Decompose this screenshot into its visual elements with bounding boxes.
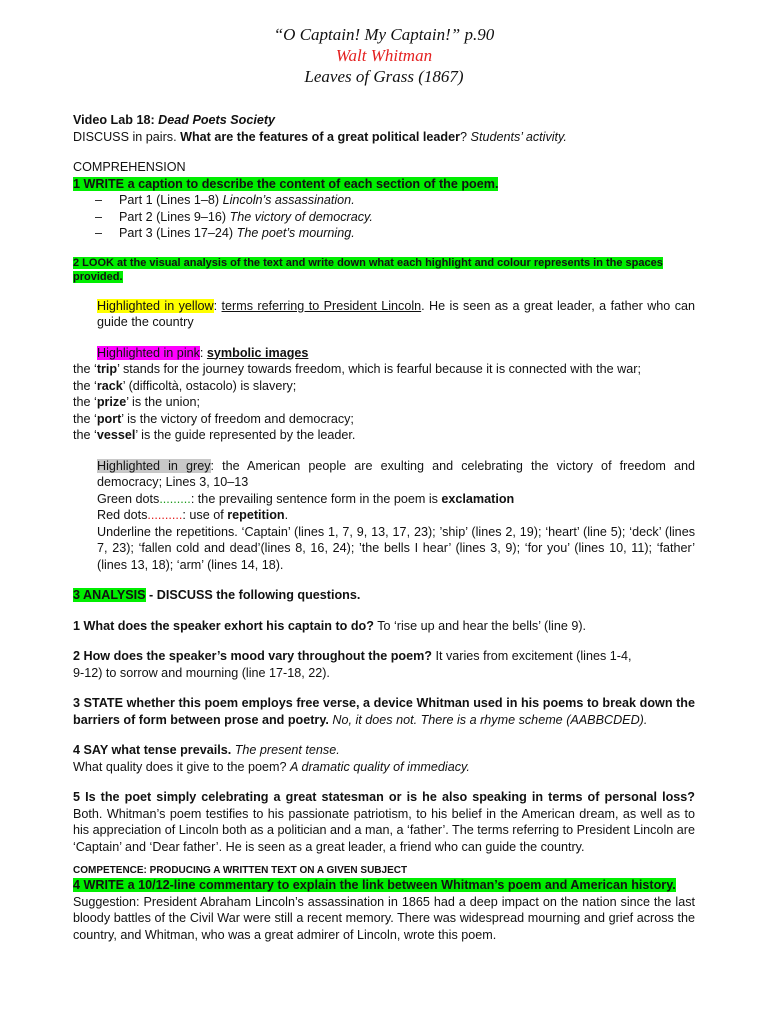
poet-name: Walt Whitman (335, 46, 433, 65)
task2-line (73, 256, 695, 284)
analysis-heading (73, 587, 695, 604)
yellow-label: Highlighted in yellow (97, 298, 214, 313)
task1-line (73, 176, 695, 193)
title-block (73, 24, 695, 87)
green-dots-line: Green dots.........: the prevailing sentence form in the poem is exclamation (97, 491, 515, 506)
symbolic-image-item: the ‘rack’ (difficoltà, ostacolo) is slavery; (73, 378, 297, 393)
pink-label: Highlighted in pink (97, 345, 200, 360)
activity-note: Students’ activity. (470, 129, 567, 144)
book-title: Leaves of Grass (1867) (304, 67, 464, 86)
poem-title: “O Captain! My Captain!” p.90 (273, 25, 495, 44)
analysis-heading-rest: - DISCUSS the following questions. (145, 588, 361, 602)
task2-instruction: 2 LOOK at the visual analysis of the text and write down what each highlight and colour represents in the spaces provided. (73, 256, 663, 283)
analysis-q1: 1 What does the speaker exhort his captain to do? To ‘rise up and hear the bells’ (line 9). (73, 618, 587, 633)
colon: : (199, 345, 207, 360)
analysis-q3: 3 STATE whether this poem employs free verse, a device Whitman used in his poems to break down the barriers of form between prose and poetry. No, it does not. There is a rhyme scheme (AABBCDED). (73, 696, 695, 727)
analysis-q4: 4 SAY what tense prevails. The present tense. (73, 743, 340, 757)
comprehension-heading: COMPREHENSION (73, 160, 186, 174)
analysis-q2-cont: 9-12) to sorrow and mourning (line 17-18, 22). (73, 665, 330, 680)
analysis-q5: 5 Is the poet simply celebrating a great statesman or is he also speaking in terms of personal loss? Both. Whitman’s poem testifies to his passionate patriotism, to his belief in the American dream, as well as to his appreciation of Lincoln both as a politician and a man, a ‘father’. The terms referring to President Lincoln are ‘Captain’ and ‘Dear father’. He is seen as a great leader, a friend who can guide the country. (73, 790, 695, 854)
grey-label: Highlighted in grey (97, 458, 211, 473)
task1-instruction: 1 WRITE a caption to describe the content of each section of the poem. (73, 176, 499, 191)
grey-description: : the American people are exulting and celebrating the victory of freedom and democracy; Lines 3, 10–13 (97, 458, 695, 489)
question-mark: ? (460, 129, 471, 144)
symbolic-image-item: the ‘prize’ is the union; (73, 395, 200, 409)
analysis-q2: 2 How does the speaker’s mood vary throughout the poem? It varies from excitement (lines 1-4, (73, 649, 632, 663)
part-caption: The victory of democracy. (229, 209, 373, 224)
part-label: Part 2 (Lines 9–16) (119, 209, 230, 224)
worksheet-page (73, 24, 695, 943)
film-title: Dead Poets Society (158, 113, 276, 127)
green-dots: ......... (159, 491, 191, 506)
video-lab-prefix: Video Lab 18: (73, 113, 159, 127)
task4-instruction: 4 WRITE a 10/12-line commentary to explain the link between Whitman’s poem and American history. (73, 878, 676, 892)
suggestion-text: Suggestion: President Abraham Lincoln’s assassination in 1865 had a deep impact on the nation since the last bloody battles of the Civil War were still a recent memory. There was widespread mourning and grief across the country, and Whitman, who was a great admirer of Lincoln, wrote this poem. (73, 894, 695, 942)
yellow-key: terms referring to President Lincoln (221, 298, 422, 313)
part-label: Part 1 (Lines 1–8) (119, 193, 223, 207)
parts-list (73, 192, 695, 242)
competence-heading: COMPETENCE: PRODUCING A WRITTEN TEXT ON A GIVEN SUBJECT (73, 865, 408, 876)
symbolic-image-item: the ‘vessel’ is the guide represented by the leader. (73, 428, 356, 442)
list-item (95, 209, 695, 226)
discuss-line (73, 129, 695, 146)
red-dots-line: Red dots..........: use of repetition. (97, 508, 289, 522)
analysis-q4b: What quality does it give to the poem? A dramatic quality of immediacy. (73, 759, 470, 774)
symbolic-image-item: the ‘trip’ stands for the journey towards freedom, which is fearful because it is connected with the war; (73, 362, 641, 376)
list-item (95, 225, 695, 242)
repetitions-text: Underline the repetitions. ‘Captain’ (lines 1, 7, 9, 13, 17, 23); ’ship’ (lines 2, 19); ‘heart’ (line 5); ‘deck’ (lines 7, 23); ‘fallen cold and dead’(lines 8, 16, 24); ’the bells I hear’ (lines 3, 9); ‘for you’ (lines 10, 11); ‘father’ (lines 13, 18); ‘arm’ (lines 14, 18). (97, 524, 695, 572)
colon: : (213, 298, 222, 313)
discuss-prefix: DISCUSS in pairs. (73, 129, 181, 144)
red-dots: .......... (147, 508, 183, 522)
list-item (95, 192, 695, 209)
grey-highlight-section (73, 458, 695, 574)
part-caption: Lincoln’s assassination. (222, 193, 355, 207)
task4-line (73, 877, 695, 894)
yellow-description: . He is seen as a great leader, a father who can guide the country (97, 298, 695, 329)
part-caption: The poet’s mourning. (236, 226, 355, 240)
part-label: Part 3 (Lines 17–24) (119, 226, 237, 240)
yellow-highlight-section (73, 298, 695, 331)
leader-question: What are the features of a great political leader (180, 129, 461, 144)
pink-key: symbolic images (206, 345, 309, 360)
pink-highlight-section (73, 345, 695, 444)
video-lab-line (73, 112, 695, 129)
symbolic-image-item: the ‘port’ is the victory of freedom and democracy; (73, 411, 354, 426)
analysis-heading-highlight: 3 ANALYSIS (73, 588, 146, 602)
